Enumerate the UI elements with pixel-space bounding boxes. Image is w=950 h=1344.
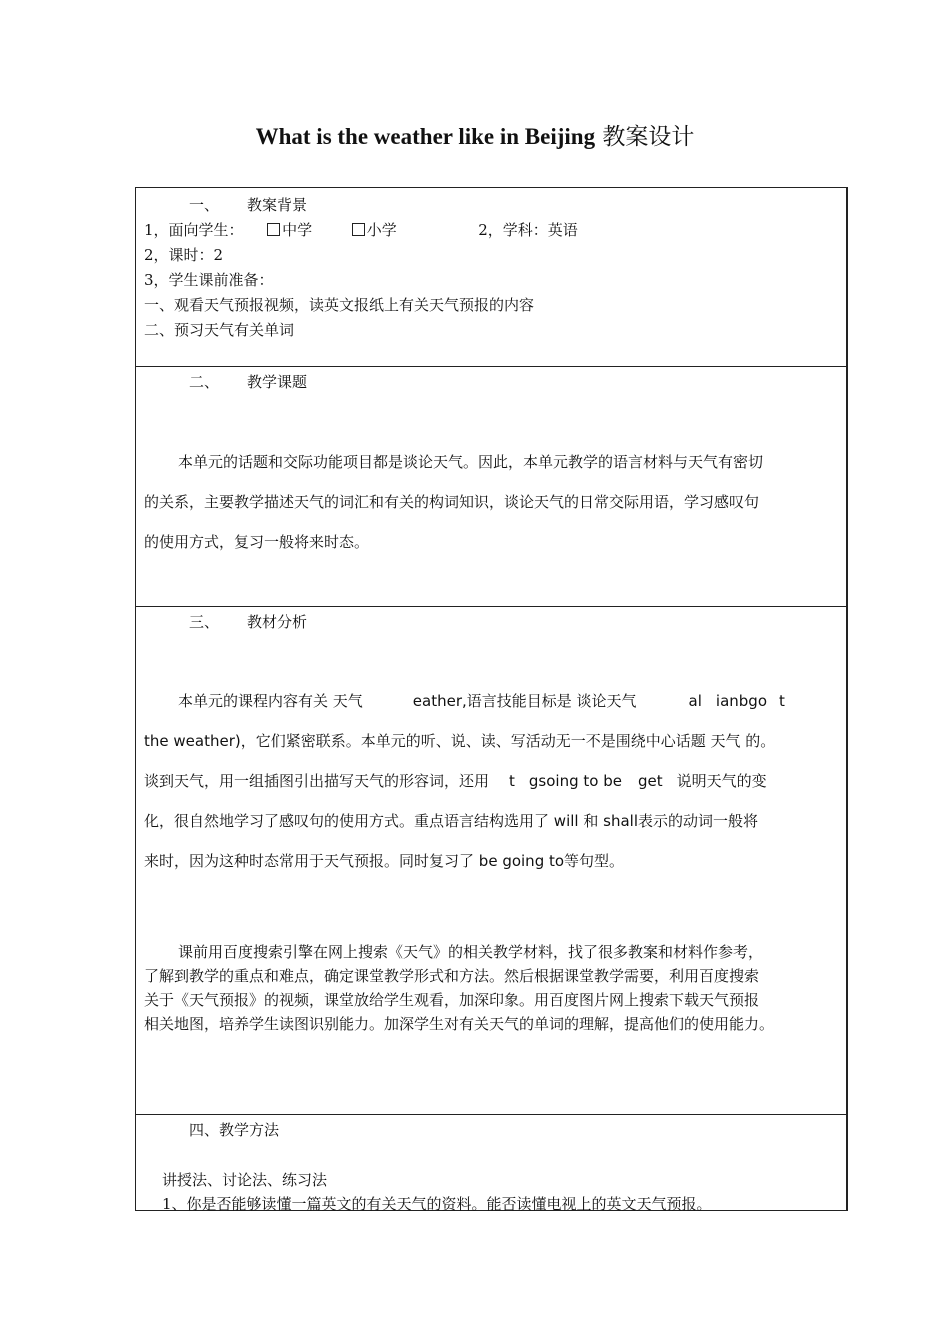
analysis-fragment: t: [779, 692, 785, 710]
topic-line-1: 本单元的话题和交际功能项目都是谈论天气。因此，本单元教学的语言材料与天气有密切: [178, 453, 764, 471]
section-heading-text: 教学课题: [247, 373, 308, 391]
topic-line-3: 的使用方式，复习一般将来时态。: [144, 533, 370, 551]
prep-item-1: 一、观看天气预报视频，读英文报纸上有关天气预报的内容: [144, 296, 535, 314]
analysis-para2-line-4: 相关地图，培养学生读图识别能力。加深学生对有关天气的单词的理解，提高他们的使用能力。: [144, 1015, 775, 1033]
analysis-text: 来时，因为这种时态常用于天气预报。同时复习了: [144, 852, 475, 870]
checkbox-primary-school[interactable]: [352, 221, 397, 239]
method-line-1: 讲授法、讨论法、练习法: [162, 1171, 328, 1189]
analysis-text: 谈到天气，用一组插图引出描写天气的形容词，还用: [144, 772, 490, 790]
analysis-fragment: t: [509, 772, 515, 790]
students-line: [144, 219, 578, 240]
section-topic: [136, 366, 847, 606]
checkbox-middle-label: 中学: [282, 221, 313, 239]
section-number: 三、: [189, 613, 220, 631]
section-heading-text: 教材分析: [247, 613, 308, 631]
analysis-text: ，它们紧密联系。本单元的听、说、读、写活动无一不是围绕中心话题 天气 的。: [240, 732, 776, 750]
analysis-line-3: [144, 770, 767, 791]
title-english: What is the weather like in Beijing: [255, 124, 596, 149]
section-heading: [189, 371, 307, 392]
checkbox-primary-label: 小学: [366, 221, 397, 239]
analysis-line-2: [144, 730, 775, 751]
analysis-line-4: [144, 810, 758, 831]
prep-item-2: 二、预习天气有关单词: [144, 321, 295, 339]
method-line-2: 1、你是否能够读懂一篇英文的有关天气的资料。能否读懂电视上的英文天气预报。: [162, 1195, 712, 1213]
lesson-plan-table: [135, 187, 848, 1211]
analysis-fragment: eathe: [412, 692, 456, 710]
analysis-fragment: the weather): [144, 732, 241, 750]
hours-line: 2，课时：2: [144, 246, 224, 264]
analysis-fragment: shall: [603, 812, 639, 830]
analysis-para2-line-1: 课前用百度搜索引擎在网上搜索《天气》的相关教学材料，找了很多教案和材料作参考，: [178, 943, 764, 961]
analysis-fragment: get: [637, 772, 663, 790]
subject-label: 2，学科：英语: [478, 221, 578, 239]
analysis-text: 化，很自然地学习了感叹句的使用方式。重点语言结构选用了: [144, 812, 550, 830]
section-method: [136, 1114, 847, 1212]
analysis-fragment: r,: [455, 692, 467, 710]
analysis-fragment: gsoing to be: [528, 772, 622, 790]
analysis-fragment: will: [553, 812, 579, 830]
topic-line-2: 的关系，主要教学描述天气的词汇和有关的构词知识，谈论天气的日常交际用语，学习感叹句: [144, 493, 760, 511]
analysis-text: 说明天气的变: [676, 772, 767, 790]
analysis-text: 语言技能目标是 谈论天气: [466, 692, 637, 710]
analysis-fragment: ianbgo: [715, 692, 767, 710]
analysis-text: 等句型。: [564, 852, 625, 870]
analysis-fragment: be going to: [478, 852, 565, 870]
analysis-para2-line-3: 关于《天气预报》的视频，课堂放给学生观看，加深印象。用百度图片网上搜索下载天气预报: [144, 991, 760, 1009]
checkbox-icon: [267, 223, 280, 236]
checkbox-middle-school[interactable]: [267, 221, 312, 239]
analysis-line-1: [178, 690, 785, 711]
analysis-text: 和: [583, 812, 599, 830]
checkbox-icon: [352, 223, 365, 236]
section-number: 一、: [189, 196, 220, 214]
title-chinese: 教案设计: [595, 124, 695, 150]
section-number: 二、: [189, 373, 220, 391]
analysis-text: 表示的动词一般将: [638, 812, 759, 830]
section-heading: 四、教学方法: [189, 1121, 280, 1139]
section-heading: [189, 611, 307, 632]
section-heading-text: 教案背景: [247, 196, 308, 214]
document-title: [0, 118, 950, 151]
section-heading: [189, 194, 307, 215]
section-background: [136, 188, 847, 366]
section-analysis: [136, 606, 847, 1114]
analysis-para2-line-2: 了解到教学的重点和难点，确定课堂教学形式和方法。然后根据课堂教学需要，利用百度搜索: [144, 967, 760, 985]
students-label: 1，面向学生：: [144, 221, 244, 239]
prep-label: 3，学生课前准备：: [144, 271, 274, 289]
analysis-text: 本单元的课程内容有关 天气: [178, 692, 363, 710]
analysis-fragment: al: [688, 692, 702, 710]
analysis-line-5: [144, 850, 624, 871]
